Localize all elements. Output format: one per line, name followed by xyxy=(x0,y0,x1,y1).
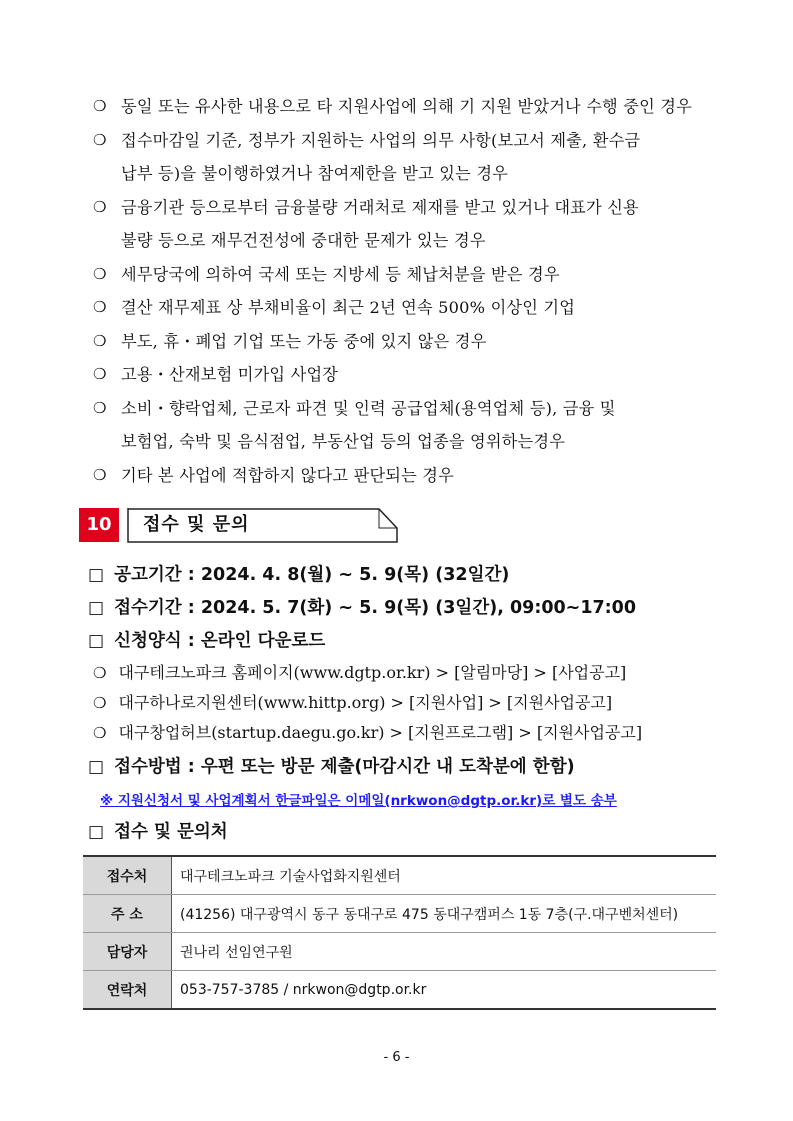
row-label: 주 소 xyxy=(83,895,172,933)
download-source: ❍ 대구창업허브(startup.daegu.go.kr) > [지원프로그램] > [지원사업공고] xyxy=(93,723,643,742)
row-label: 접수처 xyxy=(83,856,172,895)
download-source: ❍ 대구하나로지원센터(www.hittp.org) > [지원사업] > [지원사업공고] xyxy=(93,693,613,712)
criteria-item: ❍ 접수마감일 기준, 정부가 지원하는 사업의 의무 사항(보고서 제출, 환수금 납부 등)을 불이행하였거나 참여제한을 받고 있는 경우 xyxy=(93,124,733,191)
download-source: ❍ 대구테크노파크 홈페이지(www.dgtp.or.kr) > [알림마당] > [사업공고] xyxy=(93,663,627,682)
criteria-item: ❍ 동일 또는 유사한 내용으로 타 지원사업에 의해 기 지원 받았거나 수행 중인 경우 xyxy=(93,90,733,124)
square-bullet-icon: □ xyxy=(88,822,105,842)
circle-bullet-icon: ❍ xyxy=(93,97,107,115)
table-row xyxy=(83,933,716,971)
circle-bullet-icon: ❍ xyxy=(93,694,107,712)
application-form: □ 신청양식 : 온라인 다운로드 xyxy=(88,631,326,651)
circle-bullet-icon: ❍ xyxy=(93,298,107,316)
criteria-item: ❍ 소비・향락업체, 근로자 파견 및 인력 공급업체(용역업체 등), 금융 및 보험업, 숙박 및 음식점업, 부동산업 등의 업종을 영위하는경우 xyxy=(93,392,733,459)
circle-bullet-icon: ❍ xyxy=(93,331,107,350)
section-number: 10 xyxy=(79,508,119,542)
square-bullet-icon: □ xyxy=(88,631,105,651)
square-bullet-icon: □ xyxy=(88,598,105,618)
announce-period: □ 공고기간 : 2024. 4. 8(월) ~ 5. 9(목) (32일간) xyxy=(88,565,510,585)
email-notice: ※ 지원신청서 및 사업계획서 한글파일은 이메일(nrkwon@dgtp.or.kr)로 별도 송부 xyxy=(100,793,617,809)
row-label: 연락처 xyxy=(83,971,172,1010)
contact-table xyxy=(83,855,716,1010)
circle-bullet-icon: ❍ xyxy=(93,197,107,216)
row-value: 053-757-3785 / nrkwon@dgtp.or.kr xyxy=(172,971,717,1010)
circle-bullet-icon: ❍ xyxy=(93,365,107,383)
table-row xyxy=(83,856,716,895)
circle-bullet-icon: ❍ xyxy=(93,724,107,742)
ineligibility-criteria-list xyxy=(93,90,733,492)
submission-method: □ 접수방법 : 우편 또는 방문 제출(마감시간 내 도착분에 한함) xyxy=(88,757,575,777)
table-row xyxy=(83,971,716,1010)
row-value: (41256) 대구광역시 동구 동대구로 475 동대구캠퍼스 1동 7층(구.대구벤처센터) xyxy=(172,895,717,933)
section-title-frame xyxy=(127,508,397,542)
criteria-item: ❍ 부도, 휴・폐업 기업 또는 가동 중에 있지 않은 경우 xyxy=(93,325,733,359)
contact-heading: □ 접수 및 문의처 xyxy=(88,822,228,842)
circle-bullet-icon: ❍ xyxy=(93,664,107,682)
section-heading xyxy=(79,508,399,542)
page-number: - 6 - xyxy=(383,1050,410,1065)
row-value: 대구테크노파크 기술사업화지원센터 xyxy=(172,856,717,895)
row-value: 권나리 선임연구원 xyxy=(172,933,717,971)
row-label: 담당자 xyxy=(83,933,172,971)
square-bullet-icon: □ xyxy=(88,757,105,777)
table-row xyxy=(83,895,716,933)
circle-bullet-icon: ❍ xyxy=(93,465,107,484)
circle-bullet-icon: ❍ xyxy=(93,398,107,417)
section-title: 접수 및 문의 xyxy=(143,514,250,535)
square-bullet-icon: □ xyxy=(88,565,105,585)
circle-bullet-icon: ❍ xyxy=(93,130,107,149)
circle-bullet-icon: ❍ xyxy=(93,264,107,283)
criteria-item: ❍ 세무당국에 의하여 국세 또는 지방세 등 체납처분을 받은 경우 xyxy=(93,258,733,292)
receipt-period: □ 접수기간 : 2024. 5. 7(화) ~ 5. 9(목) (3일간), 09:00~17:00 xyxy=(88,598,637,618)
criteria-item: ❍ 결산 재무제표 상 부채비율이 최근 2년 연속 500% 이상인 기업 xyxy=(93,291,733,325)
criteria-item: ❍ 고용・산재보험 미가입 사업장 xyxy=(93,358,733,392)
criteria-item: ❍ 기타 본 사업에 적합하지 않다고 판단되는 경우 xyxy=(93,459,733,493)
criteria-item: ❍ 금융기관 등으로부터 금융불량 거래처로 제재를 받고 있거나 대표가 신용 불량 등으로 재무건전성에 중대한 문제가 있는 경우 xyxy=(93,191,733,258)
